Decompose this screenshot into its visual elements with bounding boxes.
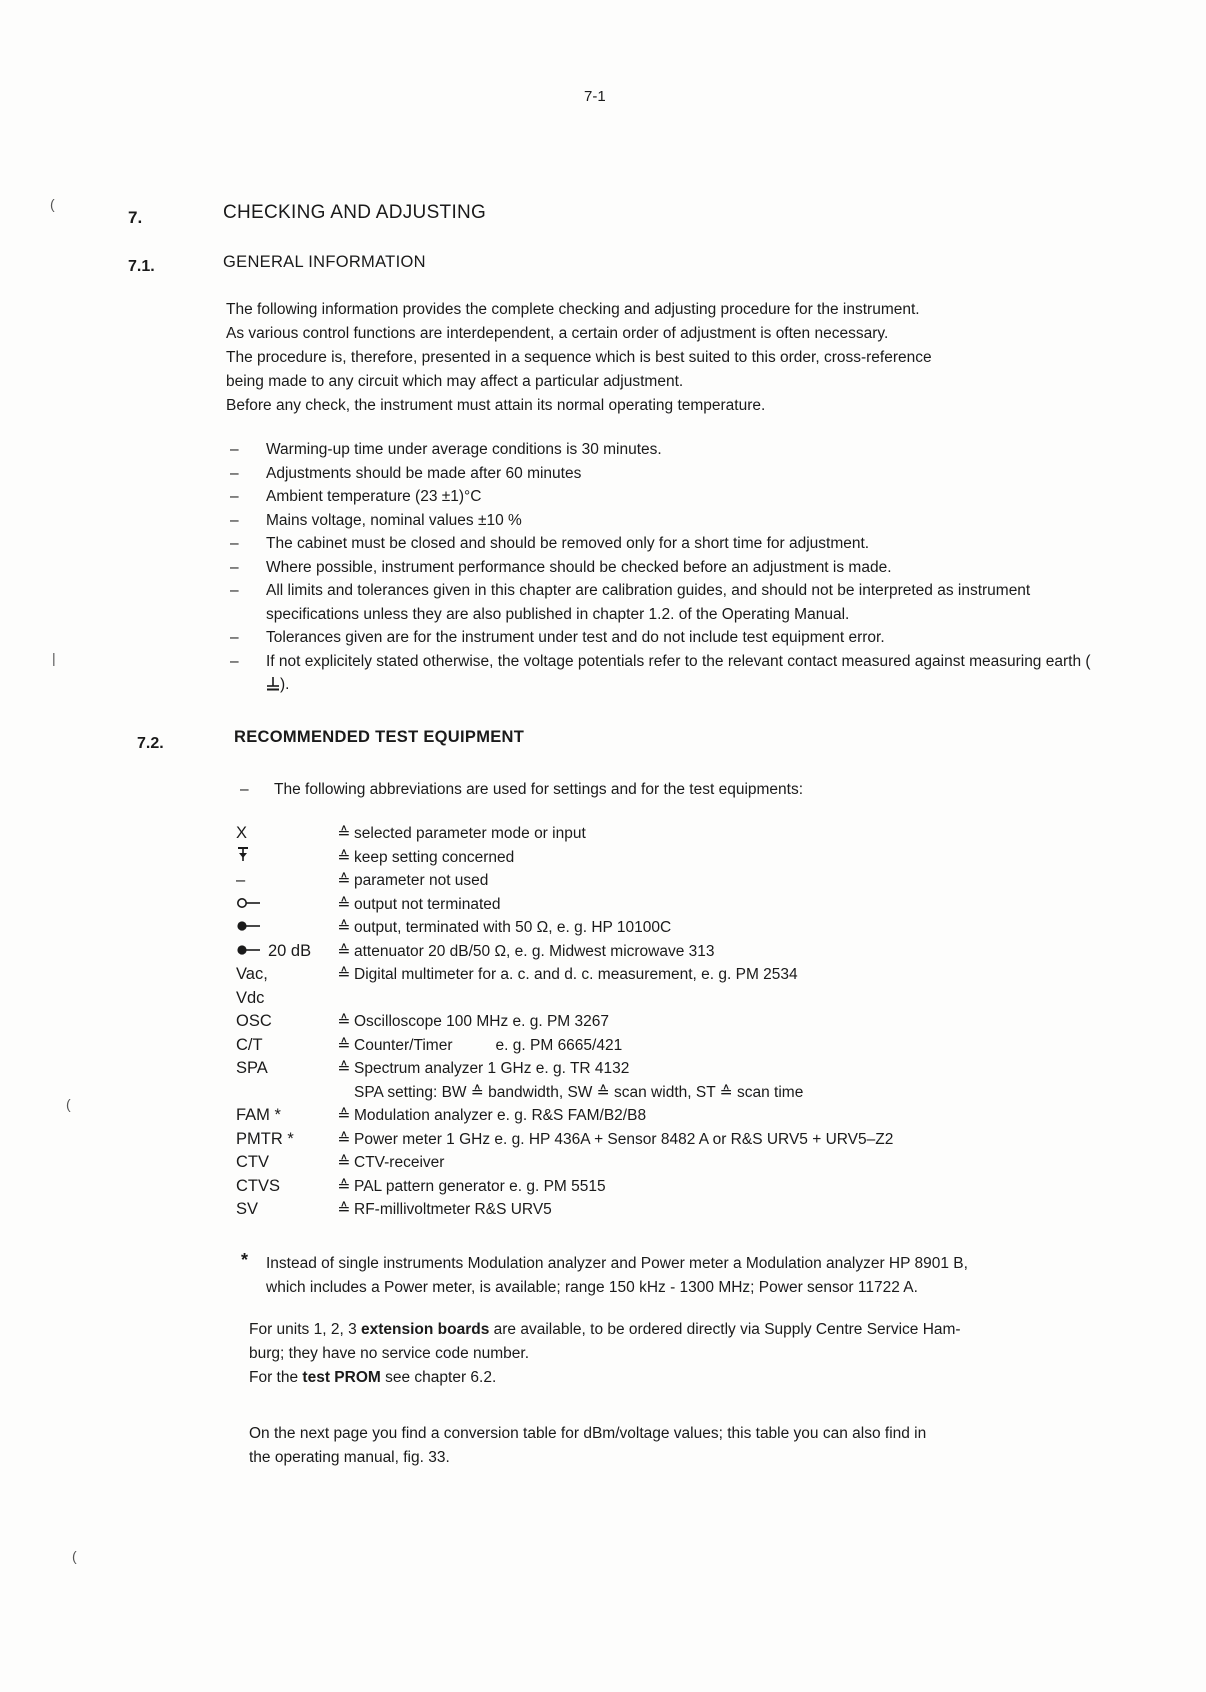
abbreviation-description (334, 963, 798, 987)
abbreviation-text: parameter not used (354, 872, 489, 890)
abbreviation-key-text: SPA (236, 1059, 268, 1078)
abbreviation-text: Digital multimeter for a. c. and d. c. measurement, e. g. PM 2534 (354, 966, 798, 984)
corresponds-symbol: ≙ (337, 1177, 351, 1195)
abbreviation-key (236, 893, 334, 917)
table-row (236, 869, 893, 893)
table-row (236, 1081, 893, 1105)
list-item: – All limits and tolerances given in this chapter are calibration guides, and should not be interpreted as instrument specifications unless they are also published in chapter 1.2. of the Operating Manual. (226, 579, 1096, 626)
list-item: – Mains voltage, nominal values ±10 % (226, 509, 1096, 533)
table-row (236, 916, 893, 940)
output-terminated-icon (236, 916, 262, 940)
abbreviation-key (236, 916, 334, 940)
text-run: see chapter 6.2. (380, 1369, 497, 1386)
abbreviation-text: SPA setting: BW ≙ bandwidth, SW ≙ scan width, ST ≙ scan time (354, 1083, 804, 1101)
abbreviation-description (334, 987, 354, 1011)
subsection-number: 7.2. (137, 735, 164, 752)
corresponds-symbol: ≙ (337, 848, 351, 866)
list-item: – The following abbreviations are used for settings and for the test equipments: (236, 778, 1096, 802)
abbreviation-text: output not terminated (354, 895, 501, 913)
abbreviation-text: RF-millivoltmeter R&S URV5 (354, 1201, 552, 1219)
paragraph-line: the operating manual, fig. 33. (249, 1449, 450, 1466)
footnote-line: which includes a Power meter, is available; range 150 kHz - 1300 MHz; Power sensor 11722 A. (266, 1279, 918, 1296)
abbreviation-key-text: C/T (236, 1035, 263, 1054)
abbreviation-key (236, 846, 334, 870)
abbreviation-description (334, 1057, 629, 1081)
section-number: 7. (128, 208, 143, 227)
abbreviation-key (236, 1104, 334, 1128)
table-row (236, 940, 893, 964)
abbreviation-key (236, 869, 334, 893)
list-item-text-end: ). (280, 676, 290, 693)
conversion-table-paragraph (249, 1422, 1099, 1470)
text-run-bold: extension boards (361, 1321, 490, 1338)
abbreviation-key (236, 1151, 334, 1175)
abbreviation-description (334, 1128, 893, 1152)
abbreviation-description (334, 940, 715, 964)
text-run: For the (249, 1369, 303, 1386)
list-item: – Adjustments should be made after 60 minutes (226, 462, 1096, 486)
abbreviation-key-text: X (236, 824, 248, 842)
abbreviation-key (236, 1057, 334, 1081)
abbreviation-text: attenuator 20 dB/50 Ω, e. g. Midwest microwave 313 (354, 942, 715, 960)
abbreviation-key (236, 1034, 334, 1058)
table-row (236, 1175, 893, 1199)
corresponds-symbol: ≙ (337, 1130, 351, 1148)
abbreviation-key-text: Vdc (236, 988, 265, 1007)
abbreviation-text: CTV-receiver (354, 1154, 445, 1172)
abbreviation-table (236, 822, 893, 1222)
table-row (236, 1057, 893, 1081)
list-item: – Warming-up time under average conditions is 30 minutes. (226, 438, 1096, 462)
footnote-block (266, 1252, 1096, 1300)
subsection-title: GENERAL INFORMATION (223, 253, 426, 271)
table-row (236, 1104, 893, 1128)
margin-mark: | (52, 650, 56, 666)
output-terminated-icon (236, 940, 262, 964)
paragraph-line: The procedure is, therefore, presented in a sequence which is best suited to this order, cross-reference (226, 349, 932, 366)
abbreviation-text: selected parameter mode or input (354, 825, 586, 842)
table-row (236, 987, 893, 1011)
footnote-star: * (241, 1250, 249, 1270)
abbreviation-key-text: – (236, 871, 246, 890)
abbreviation-text: PAL pattern generator e. g. PM 5515 (354, 1177, 606, 1195)
abbreviation-key-text: 20 dB (268, 941, 312, 960)
corresponds-symbol: ≙ (337, 919, 351, 937)
abbreviation-key-text: Vac, (236, 965, 268, 984)
output-open-icon (236, 893, 262, 917)
paragraph-line: On the next page you find a conversion table for dBm/voltage values; this table you can also find in (249, 1425, 927, 1442)
abbreviation-text: Counter/Timer e. g. PM 6665/421 (354, 1036, 623, 1054)
list-item (226, 650, 1096, 697)
section-title: CHECKING AND ADJUSTING (223, 202, 487, 223)
corresponds-symbol: ≙ (337, 1036, 351, 1054)
abbreviation-description (334, 869, 488, 893)
abbreviation-key (236, 940, 334, 964)
abbreviation-key (236, 1198, 334, 1222)
abbreviation-description (334, 1151, 444, 1175)
abbreviation-key-text: CTV (236, 1153, 269, 1172)
corresponds-symbol: ≙ (337, 895, 351, 913)
list-item: – Where possible, instrument performance should be checked before an adjustment is made. (226, 556, 1096, 580)
footnote-line: Instead of single instruments Modulation analyzer and Power meter a Modulation analyzer HP 8901 B, (266, 1255, 968, 1272)
corresponds-symbol: ≙ (337, 1201, 351, 1219)
table-row (236, 822, 893, 846)
abbreviation-key-text: OSC (236, 1012, 272, 1031)
abbreviation-text: keep setting concerned (354, 848, 515, 866)
abbreviation-description (334, 1034, 622, 1058)
abbreviation-description (334, 1175, 606, 1199)
table-row (236, 963, 893, 987)
margin-mark: ( (50, 196, 55, 212)
abbreviation-key-text: CTVS (236, 1176, 281, 1195)
corresponds-symbol: ≙ (337, 872, 351, 890)
table-row (236, 1034, 893, 1058)
abbreviation-description (334, 893, 501, 917)
abbreviation-key (236, 987, 334, 1011)
abbreviation-text: Oscilloscope 100 MHz e. g. PM 3267 (354, 1013, 610, 1031)
abbreviation-text: Modulation analyzer e. g. R&S FAM/B2/B8 (354, 1107, 647, 1125)
corresponds-symbol: ≙ (337, 1060, 351, 1078)
abbreviation-intro (236, 778, 1096, 802)
abbreviation-description (334, 916, 671, 940)
abbreviation-text: Power meter 1 GHz e. g. HP 436A + Sensor 8482 A or R&S URV5 + URV5–Z2 (354, 1130, 894, 1148)
list-item-text: If not explicitely stated otherwise, the voltage potentials refer to the relevant contact measured against measuring earth ( (266, 652, 1091, 670)
text-run-bold: test PROM (302, 1369, 381, 1386)
paragraph-line: As various control functions are interdependent, a certain order of adjustment is often necessary. (226, 325, 889, 342)
paragraph-line: The following information provides the complete checking and adjusting procedure for the instrument. (226, 301, 920, 318)
subsection-number: 7.1. (128, 258, 155, 275)
table-row (236, 1151, 893, 1175)
list-item: – Ambient temperature (23 ±1)°C (226, 485, 1096, 509)
text-run: For units 1, 2, 3 (249, 1321, 361, 1338)
abbreviation-key-text: SV (236, 1200, 259, 1219)
general-info-paragraph (226, 298, 1096, 418)
table-row (236, 846, 893, 870)
table-row (236, 1128, 893, 1152)
abbreviation-key-text: PMTR * (236, 1129, 294, 1148)
subsection-title: RECOMMENDED TEST EQUIPMENT (234, 728, 525, 746)
margin-mark: ( (66, 1096, 71, 1112)
page-number: 7-1 (584, 88, 606, 105)
margin-mark: ( (72, 1548, 77, 1564)
table-row (236, 893, 893, 917)
abbreviation-key (236, 1175, 334, 1199)
keep-setting-icon (236, 846, 250, 870)
abbreviation-text: output, terminated with 50 Ω, e. g. HP 10100C (354, 919, 672, 937)
text-run: are available, to be ordered directly via Supply Centre Service Ham- (489, 1321, 961, 1338)
list-item: – Tolerances given are for the instrument under test and do not include test equipment error. (226, 626, 1096, 650)
abbreviation-key (236, 1010, 334, 1034)
extension-boards-paragraph (249, 1318, 1099, 1390)
abbreviation-key (236, 822, 334, 846)
corresponds-symbol: ≙ (337, 825, 351, 842)
corresponds-symbol: ≙ (337, 1154, 351, 1172)
list-item: – The cabinet must be closed and should be removed only for a short time for adjustment. (226, 532, 1096, 556)
abbreviation-description (334, 822, 586, 846)
conditions-list (226, 438, 1096, 697)
paragraph-line: burg; they have no service code number. (249, 1345, 530, 1362)
corresponds-symbol: ≙ (337, 966, 351, 984)
abbreviation-key (236, 1081, 334, 1105)
abbreviation-key (236, 1128, 334, 1152)
earth-ground-icon (266, 676, 280, 691)
corresponds-symbol: ≙ (337, 1013, 351, 1031)
abbreviation-description (334, 1198, 552, 1222)
abbreviation-description (334, 1104, 646, 1128)
table-row (236, 1198, 893, 1222)
abbreviation-description (334, 846, 514, 870)
abbreviation-key-text: FAM * (236, 1106, 281, 1125)
corresponds-symbol: ≙ (337, 942, 351, 960)
abbreviation-text: Spectrum analyzer 1 GHz e. g. TR 4132 (354, 1060, 630, 1078)
abbreviation-key (236, 963, 334, 987)
corresponds-symbol: ≙ (337, 1107, 351, 1125)
paragraph-line: being made to any circuit which may affect a particular adjustment. (226, 373, 684, 390)
table-row (236, 1010, 893, 1034)
paragraph-line: Before any check, the instrument must attain its normal operating temperature. (226, 397, 766, 414)
abbreviation-description (334, 1081, 803, 1105)
abbreviation-description (334, 1010, 609, 1034)
